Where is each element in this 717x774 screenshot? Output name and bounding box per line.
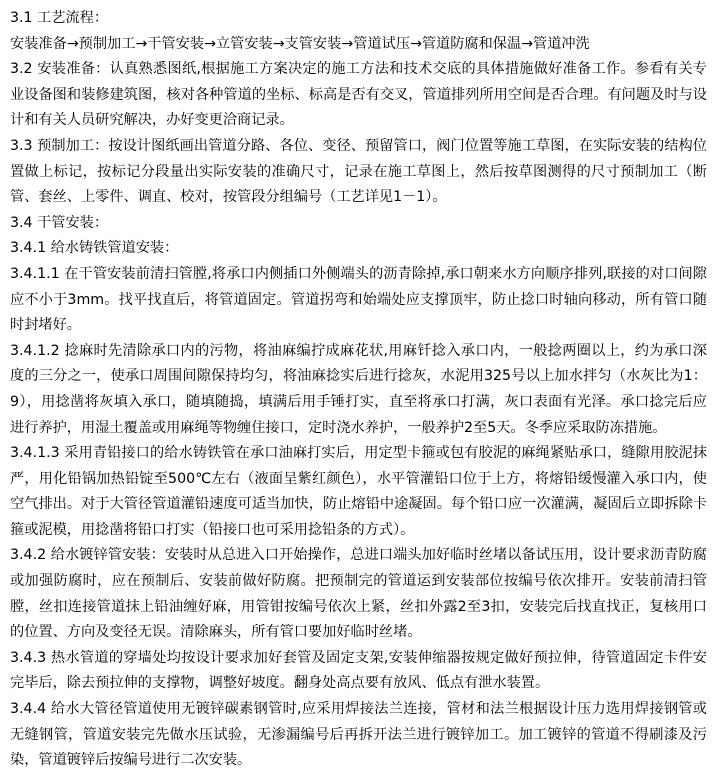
paragraph-preparation: 3.2 安装准备：认真熟悉图纸,根据施工方案决定的施工方法和技术交底的具体措施做好准备工作。参看有关专业设备图和装修建筑图，核对各种管道的坐标、标高是否有交叉，管道排列所用空间是否合理。有问题及时与设计和有关人员研究解决，办好变更洽商记录。 xyxy=(10,61,707,129)
paragraph-hot-water-pipe: 3.4.3 热水管道的穿墙处均按设计要求加好套管及固定支架,安装伸缩器按规定做好预拉伸，待管道固定卡件安完毕后，除去预拉伸的支撑物，调整好坡度。翻身处高点要有放风、低点有泄水装置。 xyxy=(10,649,707,692)
paragraph-process-title: 3.1 工艺流程： xyxy=(10,10,109,26)
paragraph-cast-iron-install: 3.4.1 给水铸铁管道安装： xyxy=(10,240,179,257)
paragraph-clean-pipe-cavity: 3.4.1.1 在干管安装前清扫管膛,将承口内侧插口外侧端头的沥青除掉,承口朝来水方向顺序排列,联接的对口间隙应不小于3mm。找平找直后，将管道固定。管道拐弯和始端处应支撑顶牢，防止捻口时轴向移动，所有管口随时封堵好。 xyxy=(10,265,707,334)
paragraph-prefabrication: 3.3 预制加工：按设计图纸画出管道分路、各位、变径、预留管口，阀门位置等施工草图，在实际安装的结构位置做上标记，按标记分段量出实际安装的准确尺寸，记录在施工草图上，然后按草图测得的尺寸预制加工（断管、套丝、上零件、调直、校对，按管段分组编号（工艺详见1－1）。 xyxy=(10,137,707,206)
paragraph-lead-joint: 3.4.1.3 采用青铅接口的给水铸铁管在承口油麻打实后，用定型卡箍或包有胶泥的麻绳紧贴承口，缝隙用胶泥抹严，用化铅锅加热铅锭至500℃左右（液面呈紫红颜色），水平管灌铅口位于上方，将熔铅缓慢灌入承口内，使空气排出。对于大管径管道灌铅速度可适当加快，防止熔铅中途凝固。每个铅口应一次灌满，凝固后立即拆除卡箍或泥模，用捻凿将铅口打实（铅接口也可采用捻铅条的方式）。 xyxy=(10,445,707,538)
paragraph-large-diameter-pipe: 3.4.4 给水大管径管道使用无镀锌碳素钢管时,应采用焊接法兰连接，管材和法兰根据设计压力选用焊接钢管或无缝钢管，管道安装完先做水压试验，无渗漏编号后再拆开法兰进行镀锌加工。加工镀锌的管道不得刷漆及污染，管道镀锌后按编号进行二次安装。 xyxy=(10,701,707,769)
paragraph-hemp-caulking: 3.4.1.2 捻麻时先清除承口内的污物，将油麻编拧成麻花状,用麻钎捻入承口内，一般捻两圈以上，约为承口深度的三分之一，使承口周围间隙保持均匀，将油麻捻实后进行捻灰，水泥用325号以上加水拌匀（水灰比为1：9），用捻凿将灰填入承口，随填随捣，填满后用手锤打实，直至将承口打满，灰口表面有光泽。承口捻完后应进行养护，用湿土覆盖或用麻绳等物缠住接口，定时浇水养护，一般养护2至5天。冬季应采取防冻措施。 xyxy=(10,342,707,436)
paragraph-main-pipe-install: 3.4 干管安装： xyxy=(10,214,109,231)
paragraph-process-flow: 安装准备→预制加工→干管安装→立管安装→支管安装→管道试压→管道防腐和保温→管道冲洗 xyxy=(10,35,590,52)
paragraph-galvanized-pipe-install: 3.4.2 给水镀锌管安装：安装时从总进入口开始操作，总进口端头加好临时丝堵以备试压用，设计要求沥青防腐或加强防腐时，应在预制后、安装前做好防腐。把预制完的管道运到安装部位按编号依次排开。安装前清扫管膛，丝扣连接管道抹上铅油缠好麻，用管钳按编号依次上紧，丝扣外露2至3扣，安装完后找直找正，复核用口的位置、方向及变径无误。清除麻头，所有管口要加好临时丝堵。 xyxy=(10,547,707,641)
